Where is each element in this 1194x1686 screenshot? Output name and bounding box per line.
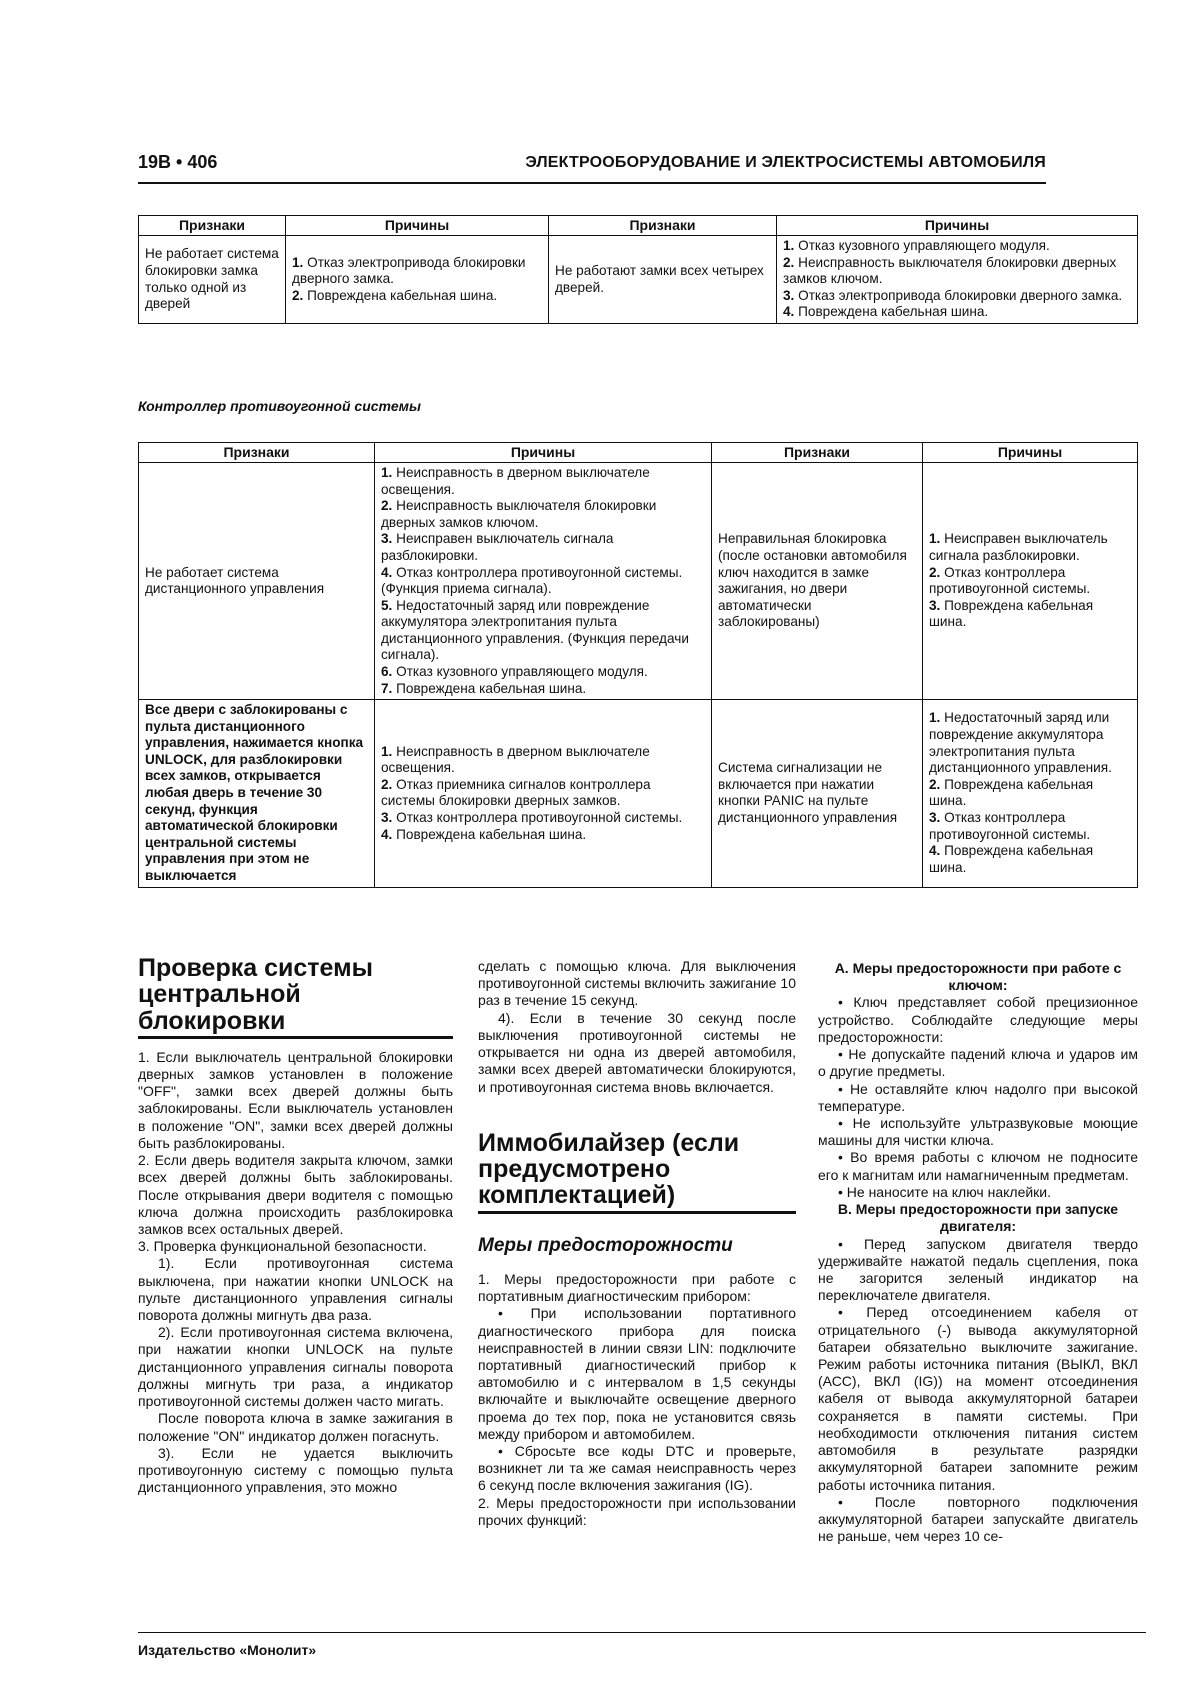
cause-item: 7. Повреждена кабельная шина. [381, 680, 587, 696]
section-rule [478, 1211, 796, 1214]
paragraph: сделать с помощью ключа. Для выключения противоугонной системы включить зажигание 10 раз в течение 15 секунд. [478, 958, 796, 1009]
bullet-paragraph: • Не допускайте падений ключа и ударов им о другие предметы. [818, 1046, 1138, 1080]
bullet-paragraph: • При использовании портативного диагностического прибора для поиска неисправностей в линии связи LIN: подключите портативный диагностический прибор к автомобилю и с интервалом в 1,5 секунды включайте и выключайте освещение дверного проема до тех пор, пока не установится связь между прибором и автомобилем. [478, 1305, 796, 1442]
bullet-paragraph: • Сбросьте все коды DTC и проверьте, возникнет ли та же самая неисправность через 6 секунд после включения зажигания (IG). [478, 1443, 796, 1494]
symptom-cell: Система сигнализации не включается при нажатии кнопки PANIC на пульте дистанционного управления [712, 700, 923, 887]
table-header-row [139, 216, 1138, 236]
cause-item: 3. Отказ контроллера противоугонной системы. [381, 809, 683, 825]
header-causes: Причины [923, 443, 1138, 463]
paragraph: 2. Меры предосторожности при использовании прочих функций: [478, 1494, 796, 1528]
troubleshooting-table-antitheft [138, 442, 1138, 888]
cause-item: 4. Повреждена кабельная шина. [783, 304, 989, 320]
cause-item: 4. Повреждена кабельная шина. [929, 843, 1094, 875]
header-symptoms: Признаки [712, 443, 923, 463]
symptom-cell: Все двери с заблокированы с пульта дистанционного управления, нажимается кнопка UNLOCK, для разблокировки всех замков, открывается любая дверь в течение 30 секунд, функция автоматической блокировки центральной системы управления при этом не выключается [139, 700, 375, 887]
cause-item: 1. Отказ кузовного управляющего модуля. [783, 238, 1050, 254]
troubleshooting-table-door-locks [138, 215, 1138, 324]
bullet-paragraph: • Перед отсоединением кабеля от отрицательного (-) вывода аккумуляторной батареи обязательно выключите зажигание. Режим работы источника питания (ВЫКЛ, ВКЛ (АСС), ВКЛ (IG)) на момент отсоединения кабеля от вывода аккумуляторной батареи сохраняется в памяти системы. При необходимости отключения питания систем автомобиля в результате разрядки аккумуляторной батареи запомните режим работы источника питания. [818, 1304, 1138, 1493]
text-column-3 [818, 960, 1138, 1545]
causes-cell [923, 463, 1138, 700]
text-column-1 [138, 955, 453, 1496]
cause-item: 2. Отказ приемника сигналов контроллера системы блокировки дверных замков. [381, 776, 651, 809]
symptom-cell: Не работают замки всех четырех дверей. [549, 236, 777, 324]
table-row [139, 236, 1138, 324]
bullet-paragraph: • Во время работы с ключом не подносите его к магнитам или намагниченным предметам. [818, 1149, 1138, 1183]
causes-cell [923, 700, 1138, 887]
paragraph: 3). Если не удается выключить противоугонную систему с помощью пульта дистанционного управления, это можно [138, 1444, 453, 1496]
symptom-cell: Неправильная блокировка (после остановки автомобиля ключ находится в замке зажигания, но двери автоматически заблокированы) [712, 463, 923, 700]
symptom-cell: Не работает система дистанционного управления [139, 463, 375, 700]
publisher-footer: Издательство «Монолит» [138, 1642, 317, 1658]
cause-item: 3. Повреждена кабельная шина. [929, 597, 1094, 630]
paragraph: 1. Если выключатель центральной блокировки дверных замков установлен в положение "OFF", замки всех дверей должны быть заблокированы. Если выключатель установлен в положение "ON", замки всех дверей должны быть разблокированы. [138, 1048, 453, 1151]
cause-item: 2. Повреждена кабельная шина. [292, 287, 498, 303]
text-column-2 [478, 958, 796, 1529]
header-symptoms: Признаки [139, 443, 375, 463]
cause-item: 1. Неисправность в дверном выключателе освещения. [381, 465, 650, 497]
cause-item: 2. Отказ контроллера противоугонной системы. [929, 564, 1091, 597]
subheading: А. Меры предосторожности при работе с ключом: [834, 960, 1122, 994]
table-caption: Контроллер противоугонной системы [138, 398, 421, 414]
causes-cell [375, 700, 712, 887]
paragraph: 1). Если противоугонная система выключена, при нажатии кнопки UNLOCK на пульте дистанционного управления сигналы поворота должны мигнуть два раза. [138, 1255, 453, 1324]
causes-cell [375, 463, 712, 700]
section-title: Иммобилайзер (если предусмотрено комплектацией) [478, 1128, 740, 1210]
symptom-cell: Не работает система блокировки замка только одной из дверей [139, 236, 286, 324]
cause-item: 1. Недостаточный заряд или повреждение аккумулятора электропитания пульта дистанционного управления. [929, 710, 1112, 776]
cause-item: 3. Отказ электропривода блокировки дверного замка. [783, 287, 1123, 303]
header-rule [138, 182, 1046, 184]
paragraph: 4). Если в течение 30 секунд после выключения противоугонной системы не открывается ни одна из дверей автомобиля, замки всех дверей автоматически блокируются, и противоугонная система вновь включается. [478, 1009, 796, 1095]
table-row [139, 463, 1138, 700]
cause-item: 3. Неисправен выключатель сигнала разблокировки. [381, 531, 614, 563]
cause-item: 5. Недостаточный заряд или повреждение аккумулятора электропитания пульта дистанционного управления. (Функция передачи сигнала). [381, 597, 689, 663]
causes-cell [286, 236, 549, 324]
cause-item: 2. Неисправность выключателя блокировки дверных замков ключом. [381, 498, 657, 530]
table-row [139, 700, 1138, 887]
cause-item: 4. Отказ контроллера противоугонной системы. (Функция приема сигнала). [381, 564, 683, 597]
bullet-paragraph: • После повторного подключения аккумуляторной батареи запускайте двигатель не раньше, чем через 10 се- [818, 1493, 1138, 1545]
running-header: ЭЛЕКТРООБОРУДОВАНИЕ И ЭЛЕКТРОСИСТЕМЫ АВТОМОБИЛЯ [525, 154, 1046, 171]
header-causes: Причины [777, 216, 1138, 236]
header-causes: Причины [375, 443, 712, 463]
bullet-paragraph: • Не оставляйте ключ надолго при высокой температуре. [818, 1080, 1138, 1114]
paragraph: 2. Если дверь водителя закрыта ключом, замки всех дверей должны быть заблокированы. После открывания двери водителя с помощью ключа должна происходить разблокировка замков всех остальных дверей. [138, 1152, 453, 1237]
paragraph: 3. Проверка функциональной безопасности. [138, 1238, 427, 1255]
page-number: 19В • 406 [138, 152, 218, 172]
bullet-paragraph: • Не наносите на ключ наклейки. [838, 1183, 1052, 1200]
subheading: В. Меры предосторожности при запуске двигателя: [837, 1201, 1119, 1235]
cause-item: 2. Неисправность выключателя блокировки дверных замков ключом. [783, 254, 1117, 287]
bullet-paragraph: • Не используйте ультразвуковые моющие машины для чистки ключа. [818, 1114, 1138, 1149]
subsection-title: Меры предосторожности [478, 1234, 733, 1256]
cause-item: 3. Отказ контроллера противоугонной системы. [929, 809, 1091, 842]
section-title: Проверка системы центральной блокировки [138, 954, 373, 1035]
header-causes: Причины [286, 216, 549, 236]
paragraph: После поворота ключа в замке зажигания в положение "ON" индикатор должен погаснуть. [138, 1410, 453, 1444]
paragraph: 1. Меры предосторожности при работе с портативным диагностическим прибором: [478, 1270, 796, 1305]
causes-cell [777, 236, 1138, 324]
section-rule [138, 1036, 453, 1039]
header-symptoms: Признаки [549, 216, 777, 236]
bullet-paragraph: • Перед запуском двигателя твердо удерживайте нажатой педаль сцепления, пока не загорится зеленый индикатор на переключателе двигателя. [818, 1235, 1138, 1304]
cause-item: 6. Отказ кузовного управляющего модуля. [381, 664, 648, 680]
cause-item: 4. Повреждена кабельная шина. [381, 826, 587, 842]
header-symptoms: Признаки [139, 216, 286, 236]
footer-rule [138, 1632, 1146, 1633]
paragraph: 2). Если противоугонная система включена, при нажатии кнопки UNLOCK на пульте дистанционного управления сигналы поворота должны мигнуть три раза, а индикатор противоугонной системы должен часто мигать. [138, 1324, 453, 1410]
table-header-row [139, 443, 1138, 463]
bullet-paragraph: • Ключ представляет собой прецизионное устройство. Соблюдайте следующие меры предосторожности: [818, 994, 1138, 1045]
cause-item: 1. Неисправность в дверном выключателе освещения. [381, 743, 650, 776]
cause-item: 1. Отказ электропривода блокировки дверного замка. [292, 254, 526, 287]
cause-item: 1. Неисправен выключатель сигнала разблокировки. [929, 531, 1108, 563]
cause-item: 2. Повреждена кабельная шина. [929, 776, 1094, 809]
